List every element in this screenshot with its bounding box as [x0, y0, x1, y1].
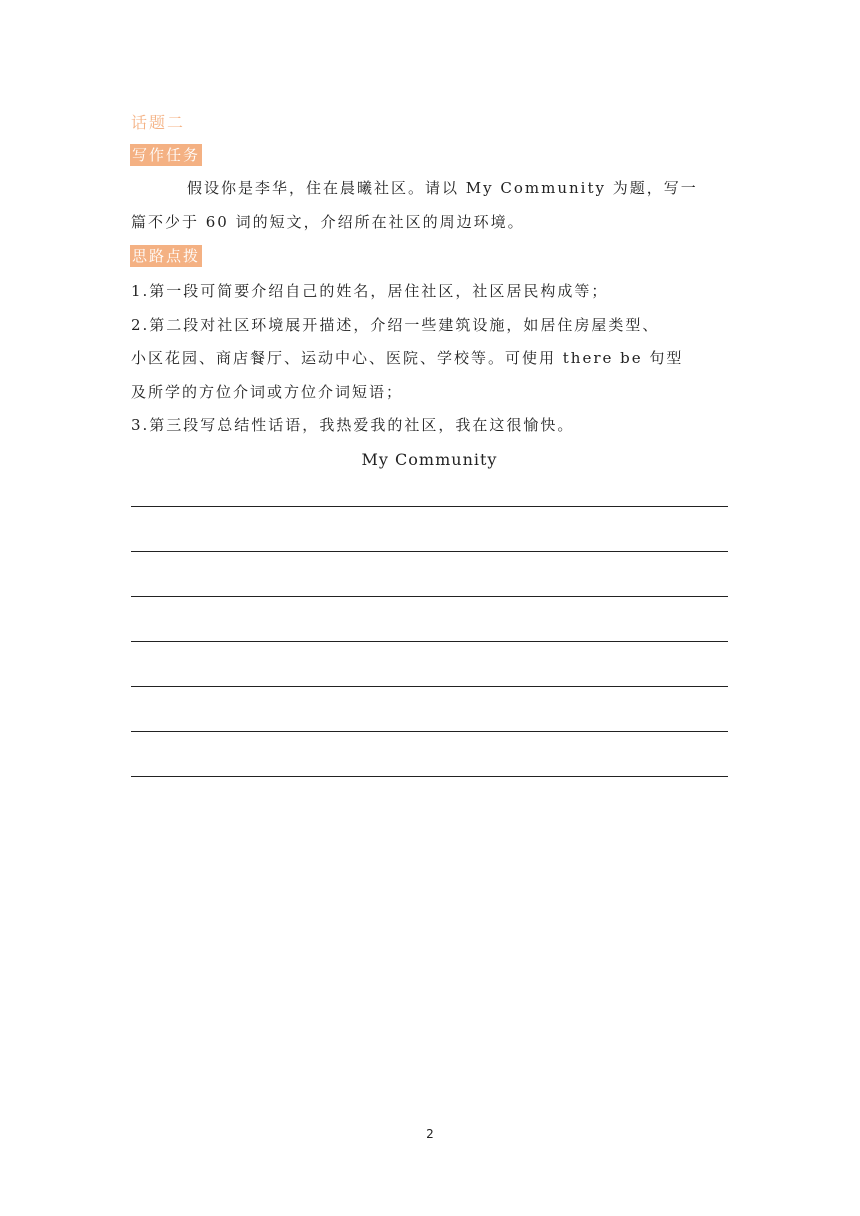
- writing-line[interactable]: [131, 686, 728, 687]
- writing-line[interactable]: [131, 506, 728, 507]
- writing-line[interactable]: [131, 776, 728, 777]
- tips-label: 思路点拨: [132, 247, 201, 265]
- essay-title: My Community: [361, 450, 498, 469]
- tip-line: 及所学的方位介词或方位介词短语；: [131, 383, 404, 401]
- page-number: 2: [426, 1127, 434, 1141]
- writing-line[interactable]: [131, 731, 728, 732]
- tip-line: 1.第一段可简要介绍自己的姓名，居住社区，社区居民构成等；: [131, 282, 609, 300]
- writing-task-label: 写作任务: [132, 146, 201, 164]
- writing-line[interactable]: [131, 551, 728, 552]
- task-line: 假设你是李华，住在晨曦社区。请以 My Community 为题，写一: [187, 179, 698, 197]
- tip-line: 小区花园、商店餐厅、运动中心、医院、学校等。可使用 there be 句型: [131, 349, 684, 367]
- tip-line: 3.第三段写总结性话语，我热爱我的社区，我在这很愉快。: [131, 416, 575, 434]
- writing-line[interactable]: [131, 641, 728, 642]
- topic-heading: 话题二: [131, 113, 186, 132]
- tip-line: 2.第二段对社区环境展开描述，介绍一些建筑设施，如居住房屋类型、: [131, 316, 660, 334]
- task-line: 篇不少于 60 词的短文，介绍所在社区的周边环境。: [131, 213, 525, 231]
- writing-line[interactable]: [131, 596, 728, 597]
